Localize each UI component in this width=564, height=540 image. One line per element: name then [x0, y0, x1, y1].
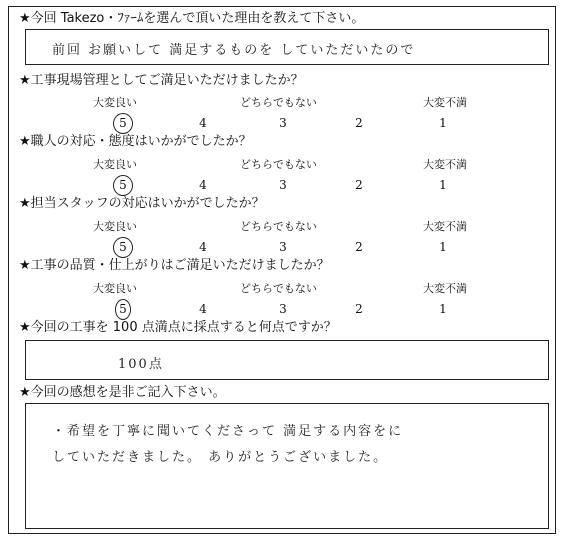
question-craftsman-attitude: ★職人の対応・態度はいかがでしたか？ [19, 134, 252, 149]
scale-label-neutral: どちらでもない [240, 96, 317, 109]
rating-option-1[interactable]: 1 [439, 240, 447, 254]
rating-option-3[interactable]: 3 [279, 302, 287, 316]
selected-rating-circle [113, 237, 133, 258]
rating-option-3[interactable]: 3 [279, 116, 287, 130]
rating-option-2[interactable]: 2 [355, 240, 363, 254]
rating-option-4[interactable]: 4 [199, 178, 207, 192]
score-answer: 100点 [118, 357, 164, 372]
scale-label-best: 大変良い [93, 158, 137, 171]
rating-option-2[interactable]: 2 [355, 116, 363, 130]
score-answer-box[interactable] [25, 340, 549, 380]
rating-option-2[interactable]: 2 [355, 178, 363, 192]
rating-option-1[interactable]: 1 [439, 302, 447, 316]
rating-option-2[interactable]: 2 [355, 302, 363, 316]
scale-label-best: 大変良い [93, 282, 137, 295]
reason-answer-box[interactable] [25, 29, 549, 65]
scale-label-neutral: どちらでもない [240, 282, 317, 295]
rating-option-5[interactable]: 5 [119, 240, 127, 254]
scale-label-best: 大変良い [93, 220, 137, 233]
question-site-management: ★工事現場管理としてご満足いただけましたか？ [19, 73, 304, 88]
scale-label-worst: 大変不満 [423, 96, 467, 109]
question-score: ★今回の工事を 100 点満点に採点すると何点ですか？ [19, 320, 337, 335]
selected-rating-circle [113, 175, 133, 196]
selected-rating-circle [113, 113, 133, 134]
scale-label-worst: 大変不満 [423, 220, 467, 233]
rating-option-1[interactable]: 1 [439, 116, 447, 130]
reason-answer: 前回 お願いして 満足するものを していただいたので [52, 43, 416, 58]
scale-label-neutral: どちらでもない [240, 158, 317, 171]
scale-label-neutral: どちらでもない [240, 220, 317, 233]
question-quality: ★工事の品質・仕上がりはご満足いただけましたか？ [19, 258, 330, 273]
rating-option-1[interactable]: 1 [439, 178, 447, 192]
question-comments: ★今回の感想を是非ご記入下さい。 [19, 385, 226, 400]
scale-label-worst: 大変不満 [423, 158, 467, 171]
selected-rating-circle [115, 299, 131, 320]
question-reason: ★今回 Takezo・ﾌｧｰﾑを選んで頂いた理由を教えて下さい。 [19, 11, 365, 26]
rating-option-5[interactable]: 5 [119, 178, 127, 192]
rating-option-5[interactable]: 5 [119, 116, 127, 130]
rating-option-3[interactable]: 3 [279, 178, 287, 192]
question-staff-response: ★担当スタッフの対応はいかがでしたか？ [19, 196, 265, 211]
comment-line-2: していただきました。 ありがとうございました。 [52, 450, 389, 465]
rating-option-4[interactable]: 4 [199, 240, 207, 254]
rating-option-4[interactable]: 4 [199, 302, 207, 316]
rating-option-4[interactable]: 4 [199, 116, 207, 130]
scale-label-worst: 大変不満 [423, 282, 467, 295]
scale-label-best: 大変良い [93, 96, 137, 109]
rating-option-5[interactable]: 5 [119, 302, 127, 316]
rating-option-3[interactable]: 3 [279, 240, 287, 254]
survey-form [8, 6, 556, 534]
comments-answer-box[interactable] [25, 403, 549, 529]
comment-line-1: ・希望を丁寧に聞いてくださって 満足する内容をに [52, 424, 404, 439]
